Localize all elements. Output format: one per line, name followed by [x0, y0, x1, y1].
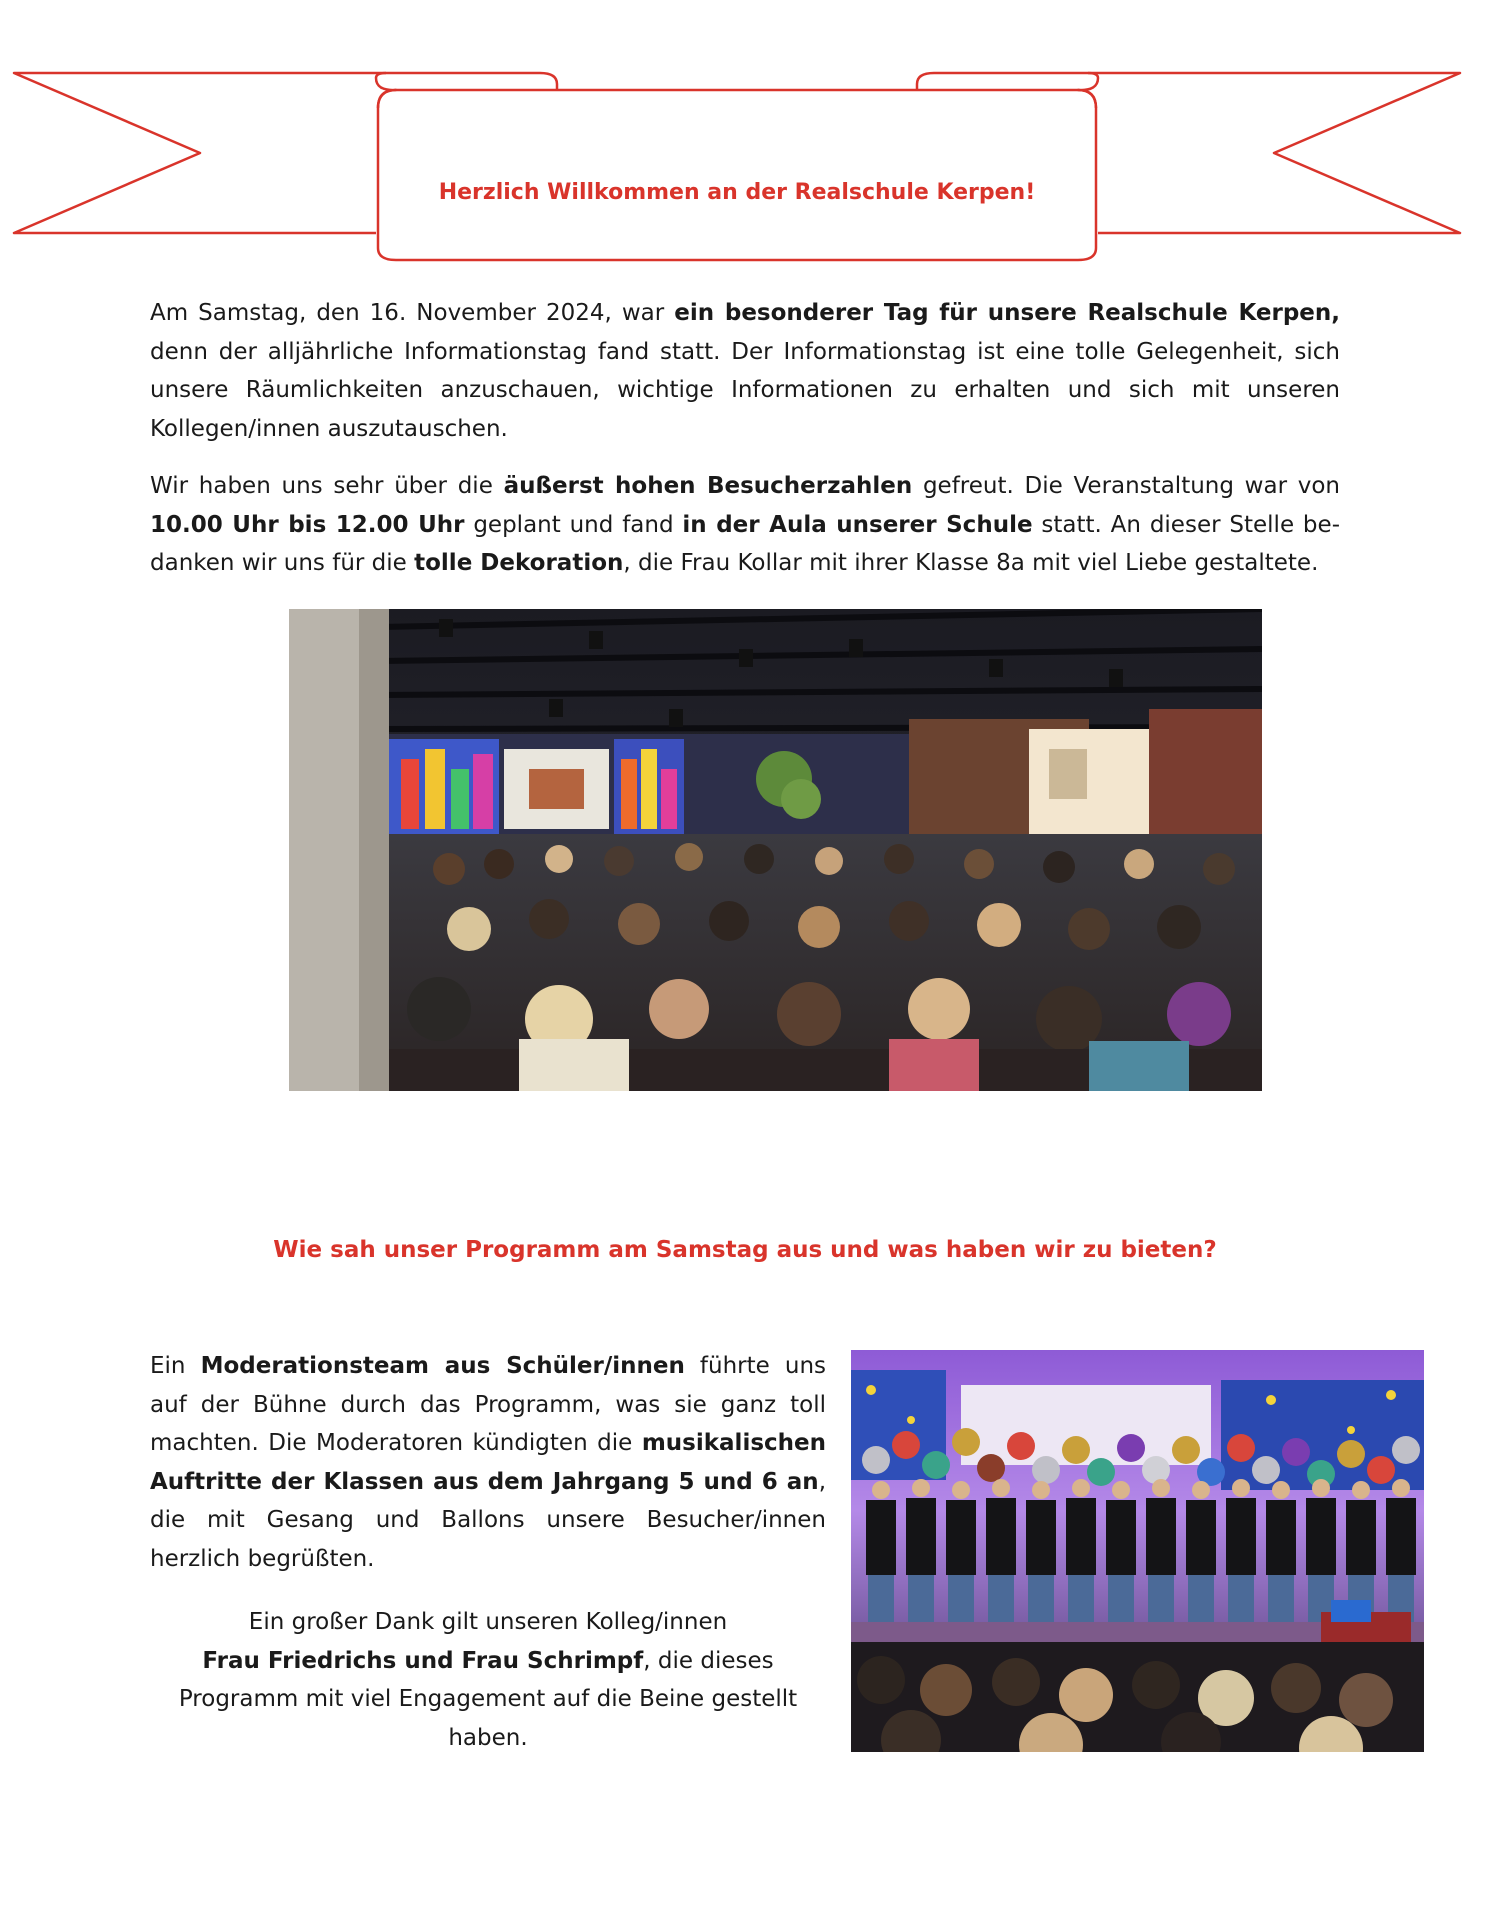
visitors-emphasis-decoration: tolle Dekoration — [414, 550, 624, 576]
header-banner — [0, 60, 1493, 275]
visitors-text: gefreut. Die Veranstaltung war von — [912, 473, 1340, 499]
intro-emphasis: ein besonderer Tag für unsere Realschule Kerpen, — [674, 300, 1341, 326]
program-emphasis-team: Moderationsteam aus Schüler/innen — [200, 1353, 685, 1379]
visitors-emphasis-location: in der Aula unserer Schule — [682, 511, 1033, 538]
aula-audience-photo — [289, 609, 1262, 1091]
page-title: Herzlich Willkommen an der Realschule Kerpen! — [438, 180, 1036, 205]
program-paragraph — [150, 1347, 826, 1578]
program-emphasis-performances: musikalischen Auftritte der Klassen aus dem Jahrgang 5 und 6 an — [150, 1430, 826, 1495]
intro-paragraph — [150, 294, 1340, 448]
visitors-text: Wir haben uns sehr über die — [150, 473, 504, 499]
program-text: , die mit Gesang und Ballons unsere Besucher/innen herzlich begrüßten. — [150, 1468, 826, 1572]
visitors-text: statt. An dieser Stelle bedanken wir uns für die — [150, 511, 1340, 576]
visitors-text: geplant und fand — [464, 511, 683, 538]
visitors-text: , die Frau Kollar mit ihrer Klasse 8a mit viel Liebe gestaltete. — [623, 550, 1319, 576]
stage-performance-photo — [851, 1350, 1424, 1752]
intro-text: Am Samstag, den 16. November 2024, war — [150, 300, 675, 326]
visitors-emphasis-numbers: äußerst hohen Besucherzahlen — [503, 473, 913, 499]
section-heading: Wie sah unser Programm am Samstag aus und was haben wir zu bieten? — [273, 1237, 1217, 1263]
intro-text-continued: denn der alljährliche Informationstag fand statt. Der Informationstag ist eine tolle Gelegenheit, sich unsere Räumlichkeiten anzuschauen, wichtige Informationen zu erhalten und sich mit unseren Kollegen/innen auszutauschen. — [150, 338, 1340, 442]
thanks-text: , die dieses Programm mit viel Engagement auf die Beine gestellt haben. — [178, 1647, 798, 1751]
thanks-emphasis-names: Frau Friedrichs und Frau Schrimpf — [202, 1647, 644, 1674]
visitors-emphasis-time: 10.00 Uhr bis 12.00 Uhr — [150, 511, 465, 538]
thanks-text: Ein großer Dank gilt unseren Kolleg/innen — [248, 1609, 728, 1635]
ribbon-banner-graphic — [0, 60, 1493, 275]
thanks-paragraph — [150, 1603, 826, 1757]
visitors-paragraph — [150, 467, 1340, 583]
program-text: führte uns auf der Bühne durch das Programm, was sie ganz toll machten. Die Moderatoren kündigten die — [150, 1353, 826, 1456]
program-text: Ein — [150, 1353, 201, 1379]
